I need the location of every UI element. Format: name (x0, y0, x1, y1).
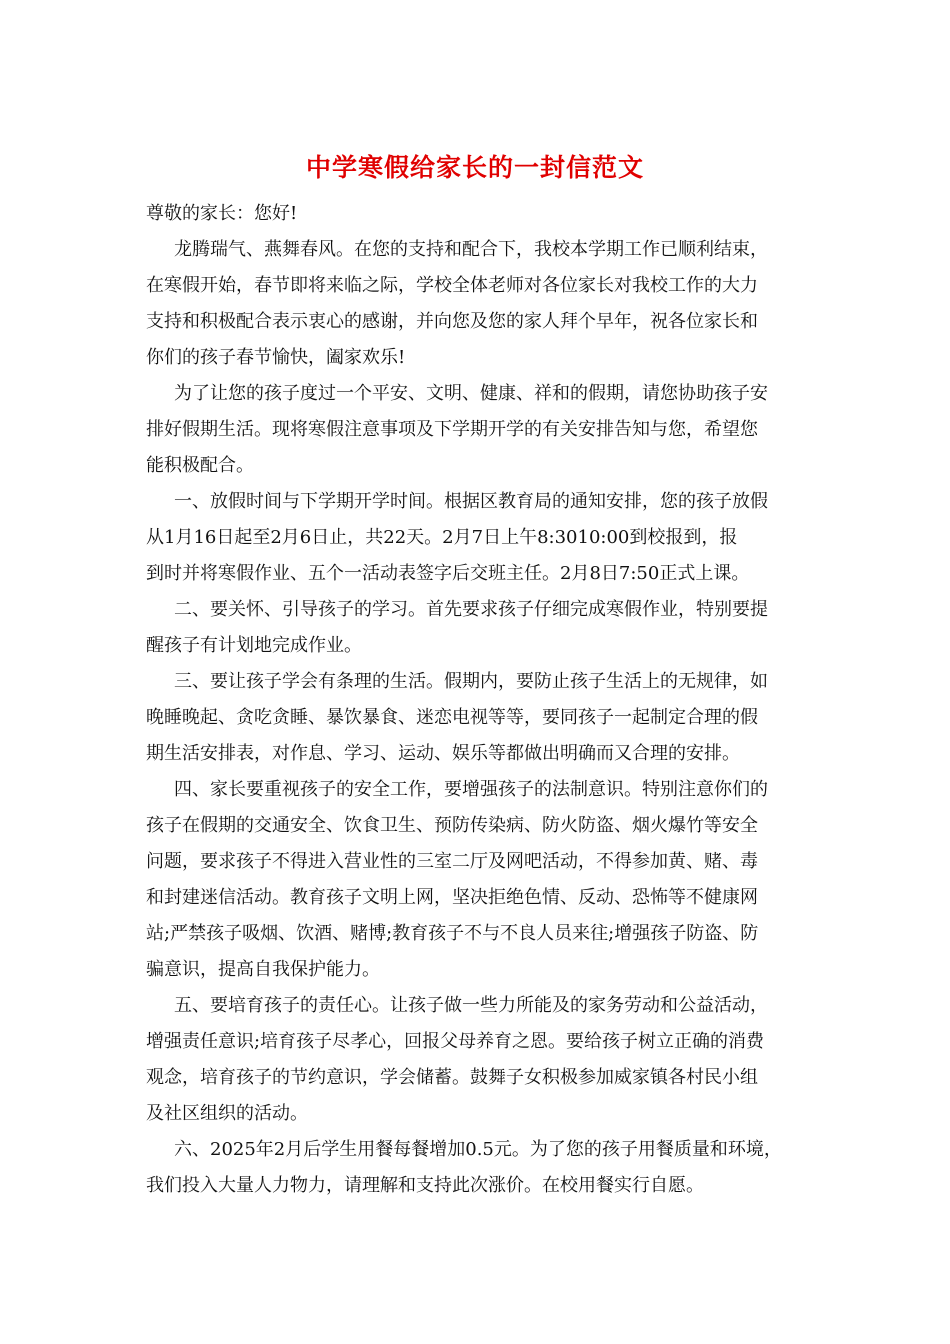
text-line: 五、要培育孩子的责任心。让孩子做一些力所能及的家务劳动和公益活动， (174, 995, 768, 1016)
text-line: 期生活安排表，对作息、学习、运动、娱乐等都做出明确而又合理的安排。 (146, 743, 740, 764)
text-line: 二、要关怀、引导孩子的学习。首先要求孩子仔细完成寒假作业，特别要提 (174, 599, 768, 620)
text-line: 六、2025年2月后学生用餐每餐增加0.5元。为了您的孩子用餐质量和环境， (174, 1139, 782, 1160)
text-line: 一、放假时间与下学期开学时间。根据区教育局的通知安排，您的孩子放假 (174, 491, 768, 512)
text-line: 及社区组织的活动。 (146, 1103, 308, 1124)
text-line: 四、家长要重视孩子的安全工作，要增强孩子的法制意识。特别注意你们的 (174, 779, 768, 800)
text-line: 你们的孩子春节愉快，阖家欢乐! (146, 347, 406, 368)
text-line: 增强责任意识;培育孩子尽孝心，回报父母养育之恩。要给孩子树立正确的消费 (146, 1031, 765, 1052)
text-line: 站;严禁孩子吸烟、饮酒、赌博;教育孩子不与不良人员来往;增强孩子防盗、防 (146, 923, 759, 944)
text-line: 能积极配合。 (146, 455, 254, 476)
text-line: 骗意识，提高自我保护能力。 (146, 959, 380, 980)
text-line: 醒孩子有计划地完成作业。 (146, 635, 362, 656)
text-line: 问题，要求孩子不得进入营业性的三室二厅及网吧活动，不得参加黄、赌、毒 (146, 851, 758, 872)
text-line: 排好假期生活。现将寒假注意事项及下学期开学的有关安排告知与您，希望您 (146, 419, 758, 440)
text-line: 尊敬的家长：您好! (146, 203, 298, 224)
text-line: 在寒假开始，春节即将来临之际，学校全体老师对各位家长对我校工作的大力 (146, 275, 758, 296)
text-line: 晚睡晚起、贪吃贪睡、暴饮暴食、迷恋电视等等，要同孩子一起制定合理的假 (146, 707, 758, 728)
document-title: 中学寒假给家长的一封信范文 (305, 153, 644, 182)
document-body (146, 196, 814, 1204)
text-line: 观念，培育孩子的节约意识，学会储蓄。鼓舞子女积极参加威家镇各村民小组 (146, 1067, 758, 1088)
text-line: 三、要让孩子学会有条理的生活。假期内，要防止孩子生活上的无规律，如 (174, 671, 768, 692)
text-line: 支持和积极配合表示衷心的感谢，并向您及您的家人拜个早年，祝各位家长和 (146, 311, 758, 332)
text-line: 龙腾瑞气、燕舞春风。在您的支持和配合下，我校本学期工作已顺利结束， (174, 239, 768, 260)
text-line: 从1月16日起至2月6日止，共22天。2月7日上午8:3010:00到校报到，报 (146, 527, 738, 548)
text-line: 和封建迷信活动。教育孩子文明上网，坚决拒绝色情、反动、恐怖等不健康网 (146, 887, 758, 908)
text-line: 孩子在假期的交通安全、饮食卫生、预防传染病、防火防盗、烟火爆竹等安全 (146, 815, 758, 836)
text-line: 为了让您的孩子度过一个平安、文明、健康、祥和的假期，请您协助孩子安 (174, 383, 768, 404)
text-line: 我们投入大量人力物力，请理解和支持此次涨价。在校用餐实行自愿。 (146, 1175, 704, 1196)
text-line: 到时并将寒假作业、五个一活动表签字后交班主任。2月8日7:50正式上课。 (146, 563, 750, 584)
